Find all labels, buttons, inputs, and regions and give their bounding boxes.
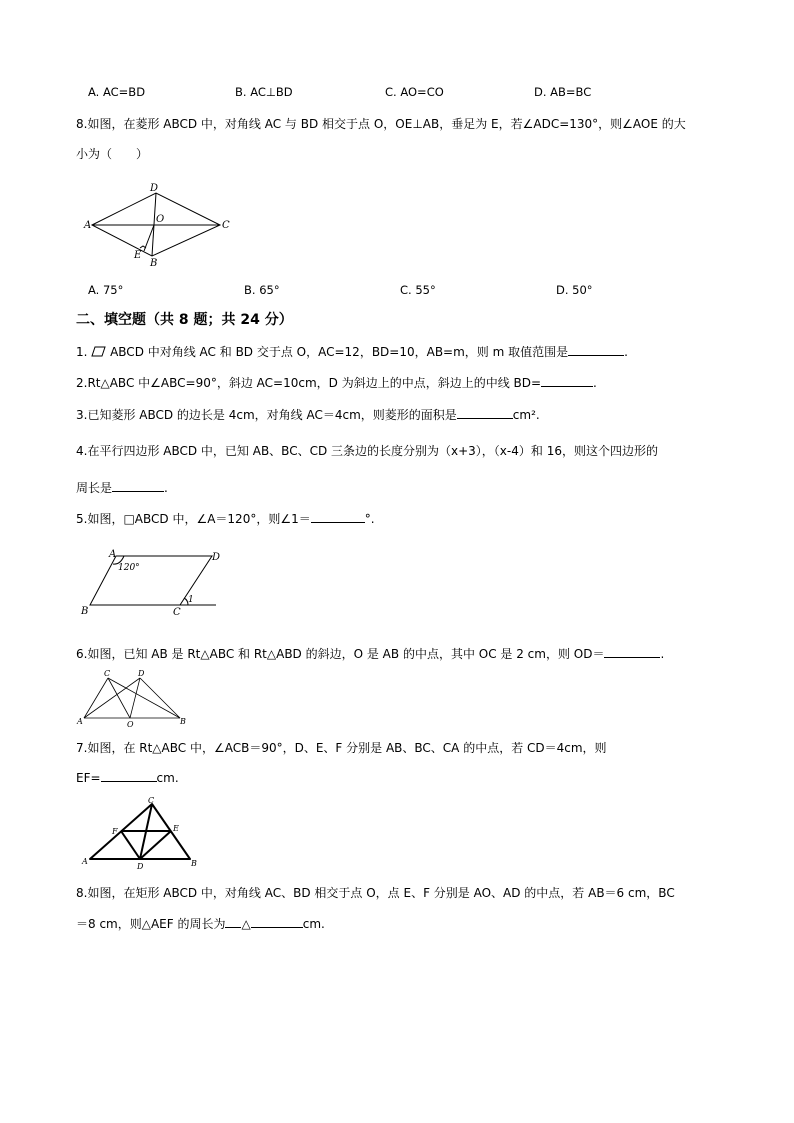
label-e: E	[173, 824, 179, 833]
label-f: F	[112, 827, 118, 836]
fill-q4-text: 周长是	[76, 481, 113, 495]
section-heading: 二、填空题（共 8 题；共 24 分）	[76, 312, 293, 328]
fill-q6-text: 6.如图，已知 AB 是 Rt△ABC 和 Rt△ABD 的斜边，O 是 AB 的中点，其中 OC 是 2 cm，则 OD＝	[76, 647, 605, 661]
midpoint-triangle-figure	[80, 796, 204, 870]
fill-q4-line1: 4.在平行四边形 ABCD 中，已知 AB、BC、CD 三条边的长度分别为（x+3），（x-4）和 16，则这个四边形的	[76, 444, 658, 458]
q8-option-a: A. 75°	[88, 283, 124, 297]
answer-blank	[604, 646, 660, 658]
rhombus-figure	[80, 180, 240, 270]
fill-q8-end: cm.	[302, 917, 325, 931]
fill-q6-end: .	[660, 647, 665, 661]
fill-q7-text: EF=	[76, 771, 101, 785]
q7-option-b: B. AC⊥BD	[235, 85, 293, 99]
q8-text-line2: 小为（ ）	[76, 147, 149, 161]
q8-option-d: D. 50°	[556, 283, 593, 297]
q7-option-c: C. AO=CO	[385, 85, 444, 99]
fill-q8-line2	[76, 916, 325, 932]
label-angle: 120°	[118, 563, 140, 573]
fill-q1-end: .	[624, 345, 628, 359]
label-o: O	[127, 720, 134, 728]
fill-q8-text: ＝8 cm，则△AEF 的周长为	[76, 917, 226, 931]
label-d: D	[138, 669, 145, 678]
fill-q1-number: 1.	[76, 345, 92, 359]
q7-option-a: A. AC=BD	[88, 85, 146, 99]
label-a: A	[84, 220, 92, 231]
segment-fd	[121, 831, 140, 859]
fill-q5-text: 5.如图，□ABCD 中，∠A＝120°，则∠1＝	[76, 512, 311, 526]
fill-q5-end: °.	[364, 512, 375, 526]
answer-blank	[311, 511, 365, 523]
label-c: C	[222, 220, 230, 231]
label-c: C	[173, 607, 181, 618]
parallelogram-icon	[91, 346, 106, 357]
label-a: A	[109, 549, 117, 560]
label-b: B	[191, 859, 197, 868]
triangles-figure	[76, 668, 190, 728]
fill-q3	[76, 407, 540, 423]
fill-q2-end: .	[593, 376, 597, 390]
answer-blank	[541, 375, 593, 387]
label-a: A	[82, 857, 88, 866]
label-d: D	[137, 862, 144, 870]
fill-q5	[76, 511, 375, 527]
label-b: B	[81, 606, 89, 617]
label-e: E	[134, 250, 142, 261]
label-c: C	[104, 669, 111, 678]
fill-q4-end: .	[164, 481, 168, 495]
q8-option-c: C. 55°	[400, 283, 436, 297]
answer-blank	[568, 344, 624, 356]
answer-blank	[457, 407, 513, 419]
triangle-symbol: △	[241, 917, 251, 931]
label-d: D	[150, 183, 159, 194]
label-b: B	[150, 258, 158, 269]
label-b: B	[180, 717, 186, 726]
fill-q3-text: 3.已知菱形 ABCD 的边长是 4cm，对角线 AC＝4cm，则菱形的面积是	[76, 408, 457, 422]
label-o: O	[156, 214, 165, 225]
label-1: 1	[188, 595, 194, 605]
fill-q4-line2	[76, 480, 168, 496]
answer-blank	[251, 916, 303, 928]
q7-option-d: D. AB=BC	[534, 85, 592, 99]
answer-blank	[101, 770, 157, 782]
fill-q1-text: ABCD 中对角线 AC 和 BD 交于点 O，AC=12，BD=10，AB=m，则 m 取值范围是	[106, 345, 569, 359]
fill-q7-end: cm.	[156, 771, 179, 785]
fill-q2-text: 2.Rt△ABC 中∠ABC=90°，斜边 AC=10cm，D 为斜边上的中点，斜边上的中线 BD=	[76, 376, 542, 390]
q8-text-line1: 8.如图，在菱形 ABCD 中，对角线 AC 与 BD 相交于点 O，OE⊥AB，垂足为 E，若∠ADC=130°，则∠AOE 的大	[76, 117, 686, 131]
label-d: D	[212, 552, 221, 563]
right-angle-mark	[140, 246, 146, 248]
q8-option-b: B. 65°	[244, 283, 280, 297]
fill-q1	[76, 344, 628, 360]
fill-q7-line1: 7.如图，在 Rt△ABC 中，∠ACB＝90°，D、E、F 分别是 AB、BC、CA 的中点，若 CD＝4cm，则	[76, 741, 607, 755]
answer-blank-start	[225, 916, 241, 928]
fill-q7-line2	[76, 770, 179, 786]
fill-q2	[76, 375, 597, 391]
parallelogram-figure	[76, 548, 236, 620]
fill-q3-end: cm².	[512, 408, 540, 422]
answer-blank	[112, 480, 164, 492]
fill-q6	[76, 646, 664, 662]
label-a: A	[77, 717, 83, 726]
fill-q8-line1: 8.如图，在矩形 ABCD 中，对角线 AC、BD 相交于点 O，点 E、F 分别是 AO、AD 的中点，若 AB＝6 cm，BC	[76, 886, 675, 900]
label-c: C	[148, 796, 155, 805]
